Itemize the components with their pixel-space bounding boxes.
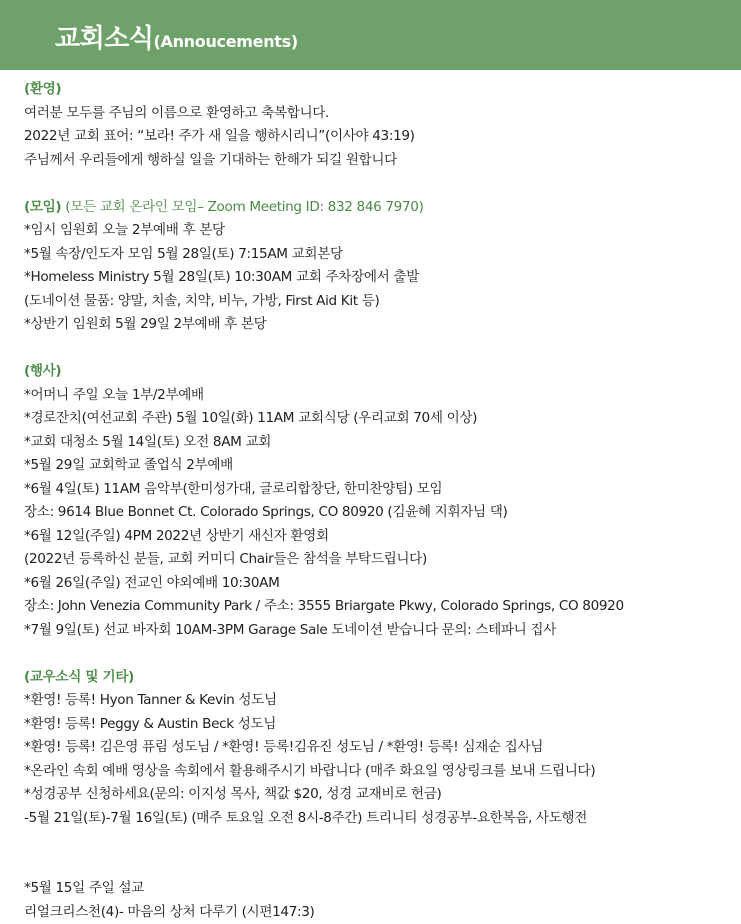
event-item: *5월 29일 교회학교 졸업식 2부예배 — [24, 454, 729, 478]
event-item: *6월 12일(주일) 4PM 2022년 상반기 새신자 환영회 — [24, 525, 729, 549]
event-item: *6월 4일(토) 11AM 음악부(한미성가대, 글로리합창단, 한미찬양팀) 모임 — [24, 478, 729, 502]
meetings-zoom-note: (모든 교회 온라인 모임– Zoom Meeting ID: 832 846 7970) — [61, 199, 423, 215]
meetings-heading-row — [24, 196, 729, 220]
event-item: *7월 9일(토) 선교 바자회 10AM-3PM Garage Sale 도네이션 받습니다 문의: 스테파니 집사 — [24, 619, 729, 643]
meeting-item: *임시 임원회 오늘 2부예배 후 본당 — [24, 219, 729, 243]
meeting-item: (도네이션 물품: 양말, 치솔, 치약, 비누, 가방, First Aid Kit 등) — [24, 290, 729, 314]
welcome-heading: (환영) — [24, 78, 729, 102]
member-item: *환영! 등록! Peggy & Austin Beck 성도님 — [24, 713, 729, 737]
member-item: -5월 21일(토)-7월 16일(토) (매주 토요일 오전 8시-8주간) 트리니티 성경공부-요한복음, 사도행전 — [24, 807, 729, 831]
event-item: *6월 26일(주일) 전교인 야외예배 10:30AM — [24, 572, 729, 596]
member-item: *환영! 등록! Hyon Tanner & Kevin 성도님 — [24, 689, 729, 713]
events-heading: (행사) — [24, 360, 729, 384]
event-item: *어머니 주일 오늘 1부/2부예배 — [24, 384, 729, 408]
welcome-line: 여러분 모두를 주님의 이름으로 환영하고 축복합니다. — [24, 102, 729, 126]
event-item: *경로잔치(여선교회 주관) 5월 10일(화) 11AM 교회식당 (우리교회 70세 이상) — [24, 407, 729, 431]
event-item: 장소: 9614 Blue Bonnet Ct. Colorado Springs, CO 80920 (김윤혜 지휘자님 댁) — [24, 501, 729, 525]
event-item: *교회 대청소 5월 14일(토) 오전 8AM 교회 — [24, 431, 729, 455]
members-heading: (교우소식 및 기타) — [24, 666, 729, 690]
member-item: *환영! 등록! 김은영 퓨림 성도님 / *환영! 등록!김유진 성도님 / *환영! 등록! 심재순 집사님 — [24, 736, 729, 760]
member-item: *온라인 속회 예배 영상을 속회에서 활용해주시기 바랍니다 (매주 화요일 영상링크를 보내 드립니다) — [24, 760, 729, 784]
sermon-line: 리얼크리스천(4)- 마음의 상처 다루기 (시편147:3) — [24, 901, 729, 924]
welcome-line: 2022년 교회 표어: “보라! 주가 새 일을 행하시리니”(이사야 43:19) — [24, 125, 729, 149]
event-item: 장소: John Venezia Community Park / 주소: 3555 Briargate Pkwy, Colorado Springs, CO 80920 — [24, 595, 729, 619]
welcome-line: 주님께서 우리들에게 행하실 일을 기대하는 한해가 되길 원합니다 — [24, 149, 729, 173]
title-subtitle: (Annoucements) — [153, 32, 297, 51]
spacer — [24, 830, 729, 877]
announcements-body — [24, 78, 729, 924]
member-item: *성경공부 신청하세요(문의: 이지성 목사, 책값 $20, 성경 교재비로 헌금) — [24, 783, 729, 807]
spacer — [24, 172, 729, 196]
meeting-item: *Homeless Ministry 5월 28일(토) 10:30AM 교회 주차장에서 출발 — [24, 266, 729, 290]
title-korean: 교회소식 — [55, 24, 153, 54]
event-item: (2022년 등록하신 분들, 교회 커미디 Chair들은 참석을 부탁드립니다) — [24, 548, 729, 572]
spacer — [24, 642, 729, 666]
header-banner — [0, 0, 741, 70]
page-title — [55, 18, 298, 55]
meeting-item: *상반기 임원회 5월 29일 2부예배 후 본당 — [24, 313, 729, 337]
spacer — [24, 337, 729, 361]
meeting-item: *5월 속장/인도자 모임 5월 28일(토) 7:15AM 교회본당 — [24, 243, 729, 267]
meetings-heading: (모임) — [24, 199, 61, 215]
sermon-line: *5월 15일 주일 설교 — [24, 877, 729, 901]
